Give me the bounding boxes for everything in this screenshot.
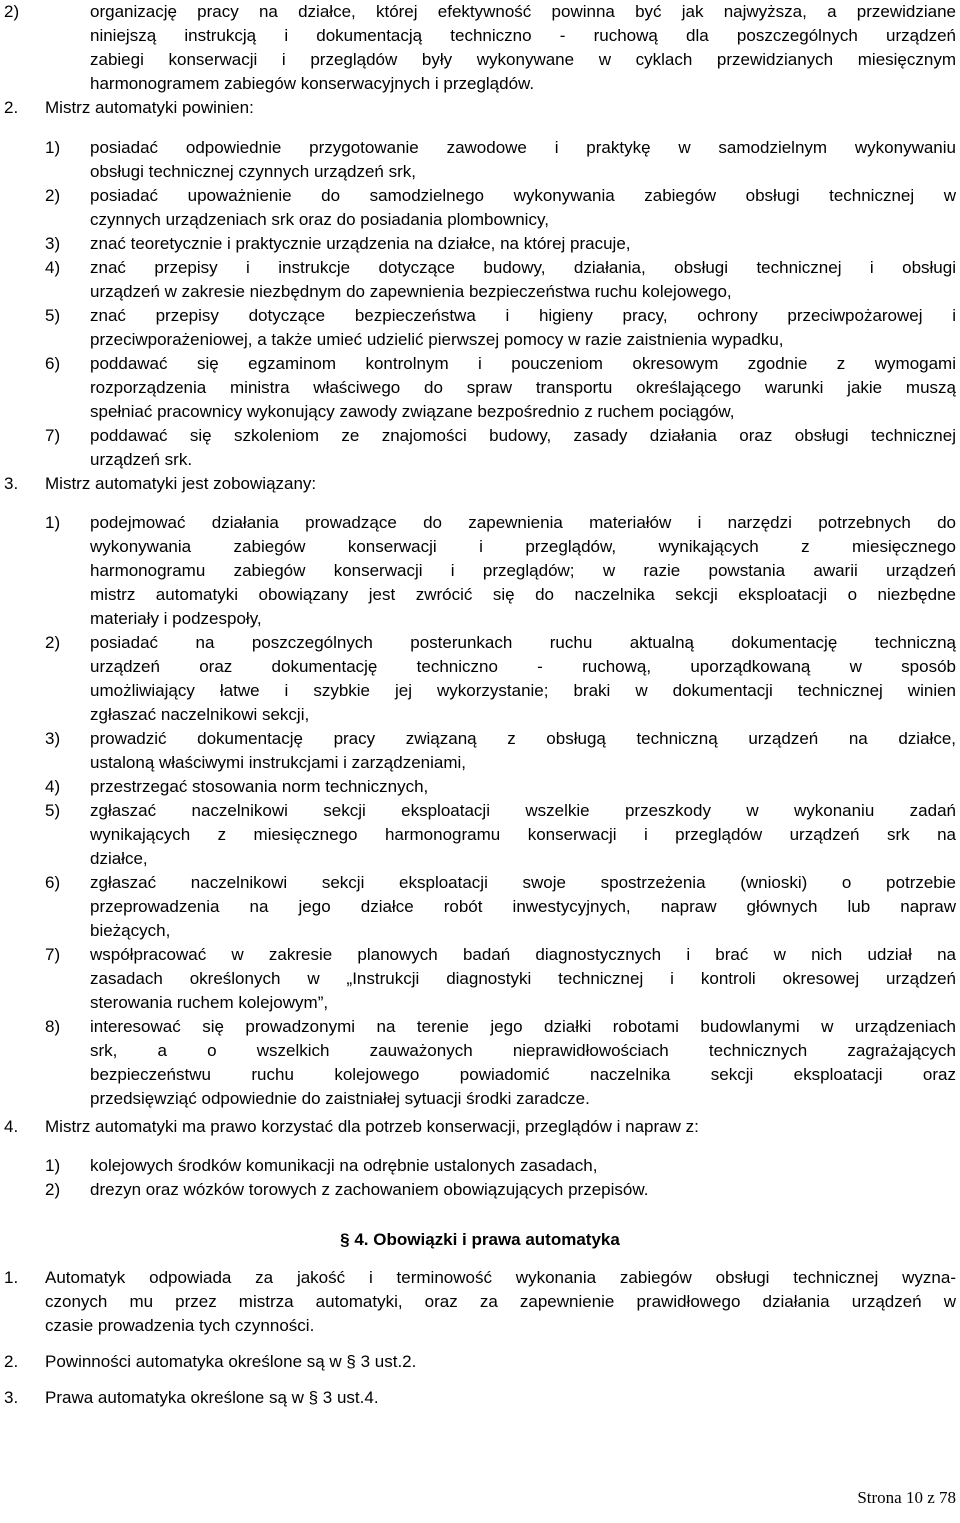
section-number: 1. [4,1268,19,1287]
paragraph-line: harmonogramem zabiegów konserwacyjnych i przeglądów. [90,74,535,93]
list-number: 1) [45,513,61,532]
list-number: 3) [45,729,61,748]
list-item-line: interesować się prowadzonymi na terenie jego działki robotami budowlanymi w urządzeniach [90,1017,956,1036]
list-number: 7) [45,426,61,445]
list-item-line: podejmować działania prowadzące do zapewnienia materiałów i narzędzi potrzebnych do [90,513,956,532]
list-item-line: znać przepisy i instrukcje dotyczące budowy, działania, obsługi technicznej i obsługi [90,258,956,277]
list-item-line: kolejowych środków komunikacji na odrębnie ustalonych zasadach, [90,1156,598,1175]
section-title: Mistrz automatyki jest zobowiązany: [45,474,317,493]
list-item-line: bezpieczeństwu ruchu kolejowego powiadomić naczelnika sekcji eksploatacji oraz [90,1065,956,1084]
list-item-line: urządzeń oraz dokumentację techniczno - ruchową, uporządkowaną w sposób [90,657,956,676]
list-item-line: czynnych urządzeniach srk oraz do posiadania plombownicy, [90,210,549,229]
list-number: 1) [45,138,61,157]
list-item-line: obsługi technicznej czynnych urządzeń srk, [90,162,416,181]
section-number: 2. [4,98,19,117]
list-number: 2) [45,186,61,205]
list-number: 4) [45,258,61,277]
list-item-line: materiały i podzespoły, [90,609,262,628]
list-item-line: zgłaszać naczelnikowi sekcji eksploatacji wszelkie przeszkody w wykonaniu zadań [90,801,956,820]
list-item-line: przedsięwziąć odpowiednie do zaistniałej sytuacji środki zaradcze. [90,1089,590,1108]
list-item-line: bieżących, [90,921,171,940]
paragraph-line: Automatyk odpowiada za jakość i terminowość wykonania zabiegów obsługi technicznej wyzna- [45,1268,956,1287]
list-item-line: posiadać na poszczególnych posterunkach ruchu aktualną dokumentację techniczną [90,633,956,652]
list-item-line: srk, a o wszelkich zauważonych nieprawidłowościach technicznych zagrażających [90,1041,956,1060]
paragraph-line: organizację pracy na działce, której efektywność powinna być jak najwyższa, a przewidziane [90,2,956,21]
list-item-line: poddawać się egzaminom kontrolnym i pouczeniom okresowym zgodnie z wymogami [90,354,956,373]
list-item-line: mistrz automatyki obowiązany jest zwrócić się do naczelnika sekcji eksploatacji o niezbędne [90,585,956,604]
paragraph-line: niniejszą instrukcją i dokumentacją techniczno - ruchową dla poszczególnych urządzeń [90,26,956,45]
paragraph-line: Powinności automatyka określone są w § 3 ust.2. [45,1352,417,1371]
list-number: 6) [45,354,61,373]
list-item-line: posiadać odpowiednie przygotowanie zawodowe i praktykę w samodzielnym wykonywaniu [90,138,956,157]
list-item-line: zgłaszać naczelnikowi sekcji eksploatacji swoje spostrzeżenia (wnioski) o potrzebie [90,873,956,892]
list-item-line: posiadać upoważnienie do samodzielnego wykonywania zabiegów obsługi technicznej w [90,186,956,205]
paragraph-line: zabiegi konserwacji i przeglądów były wykonywane w cyklach przewidzianych miesięcznym [90,50,956,69]
list-number: 6) [45,873,61,892]
list-number: 7) [45,945,61,964]
list-item-line: zgłaszać naczelnikowi sekcji, [90,705,310,724]
section-number: 2. [4,1352,19,1371]
list-number: 4) [45,777,61,796]
list-item-line: urządzeń w zakresie niezbędnym do zapewnienia bezpieczeństwa ruchu kolejowego, [90,282,732,301]
list-number: 2) [45,1180,61,1199]
list-item-line: przestrzegać stosowania norm technicznych, [90,777,429,796]
page-number: Strona 10 z 78 [857,1488,956,1507]
list-item-line: rozporządzenia ministra właściwego do spraw transportu określającego warunki jakie muszą [90,378,956,397]
paragraph-line: czasie prowadzenia tych czynności. [45,1316,315,1335]
list-item-line: sterowania ruchem kolejowym”, [90,993,329,1012]
paragraph-line: Prawa automatyka określone są w § 3 ust.4. [45,1388,379,1407]
section-title: Mistrz automatyki ma prawo korzystać dla potrzeb konserwacji, przeglądów i napraw z: [45,1117,699,1136]
list-item-line: przeciwporażeniowej, a także umieć udzielić pierwszej pomocy w razie zaistnienia wypadku, [90,330,784,349]
list-number: 3) [45,234,61,253]
list-item-line: harmonogramu zabiegów konserwacji i przeglądów; w razie powstania awarii urządzeń [90,561,956,580]
list-item-line: współpracować w zakresie planowych badań diagnostycznych i brać w nich udział na [90,945,956,964]
paragraph-line: czonych mu przez mistrza automatyki, oraz za zapewnienie prawidłowego działania urządzeń w [45,1292,956,1311]
list-item-line: poddawać się szkoleniom ze znajomości budowy, zasady działania oraz obsługi technicznej [90,426,956,445]
list-item-line: ustaloną właściwymi instrukcjami i zarządzeniami, [90,753,467,772]
section-title: Mistrz automatyki powinien: [45,98,254,117]
list-number: 8) [45,1017,61,1036]
section-number: 3. [4,474,19,493]
list-item-line: umożliwiający łatwe i szybkie jej wykorzystanie; braki w dokumentacji technicznej winien [90,681,956,700]
list-number: 2) [45,633,61,652]
list-item-line: znać przepisy dotyczące bezpieczeństwa i higieny pracy, ochrony przeciwpożarowej i [90,306,956,325]
list-item-line: zasadach określonych w „Instrukcji diagnostyki technicznej i kontroli okresowej urządzeń [90,969,956,988]
list-number: 2) [4,2,20,21]
section-number: 3. [4,1388,19,1407]
section-number: 4. [4,1117,19,1136]
list-item-line: przeprowadzenia na jego działce robót inwestycyjnych, napraw głównych lub napraw [90,897,956,916]
list-item-line: znać teoretycznie i praktycznie urządzenia na działce, na której pracuje, [90,234,631,253]
list-item-line: wynikających z miesięcznego harmonogramu konserwacji i przeglądów urządzeń srk na [90,825,956,844]
list-item-line: działce, [90,849,148,868]
list-item-line: drezyn oraz wózków torowych z zachowaniem obowiązujących przepisów. [90,1180,649,1199]
list-item-line: spełniać pracownicy wykonujący zawody związane bezpośrednio z ruchem pociągów, [90,402,735,421]
list-item-line: prowadzić dokumentację pracy związaną z obsługą techniczną urządzeń na działce, [90,729,956,748]
list-number: 1) [45,1156,61,1175]
list-item-line: wykonywania zabiegów konserwacji i przeglądów, wynikających z miesięcznego [90,537,956,556]
list-number: 5) [45,801,61,820]
list-number: 5) [45,306,61,325]
chapter-heading: § 4. Obowiązki i prawa automatyka [340,1230,620,1249]
list-item-line: urządzeń srk. [90,450,193,469]
